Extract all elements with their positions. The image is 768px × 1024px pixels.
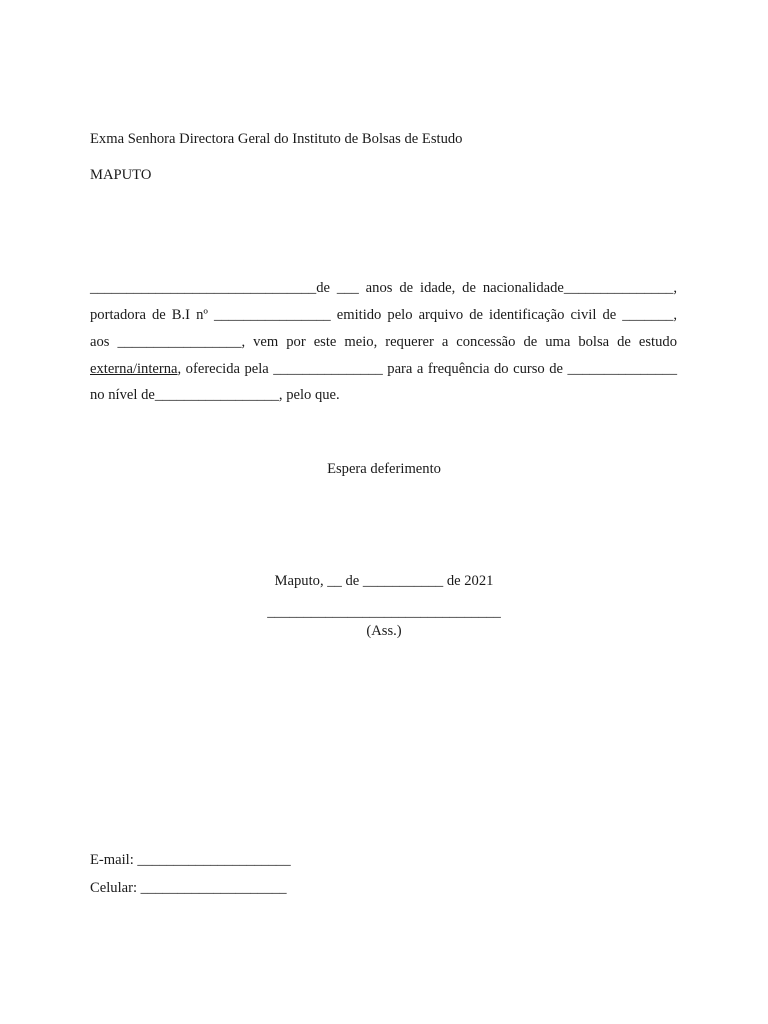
closing-text: Espera deferimento (327, 461, 441, 477)
signature-line: ________________________________ (267, 604, 501, 620)
body-line-2: portadora de B.I nº ________________ emitido pelo arquivo de identificação civil de _______, (90, 307, 677, 323)
date-line: Maputo, __ de ___________ de 2021 (274, 573, 494, 589)
signature-label: (Ass.) (366, 623, 402, 639)
body-line-1: _______________________________de ___ anos de idade, de nacionalidade_______________, (90, 280, 677, 296)
email-field-line: E-mail: _____________________ (90, 852, 291, 868)
addressee-line: Exma Senhora Directora Geral do Instituto de Bolsas de Estudo (90, 131, 463, 147)
body-line-4 (90, 360, 677, 378)
body-line-4-rest: , oferecida pela _______________ para a frequência do curso de _______________ (177, 361, 677, 377)
body-line-5: no nível de_________________, pelo que. (90, 387, 340, 403)
phone-field-line: Celular: ____________________ (90, 880, 287, 896)
addressee-city: MAPUTO (90, 167, 152, 183)
scholarship-type: externa/interna (90, 361, 178, 377)
body-line-3: aos _________________, vem por este meio, requerer a concessão de uma bolsa de estudo (90, 334, 677, 350)
